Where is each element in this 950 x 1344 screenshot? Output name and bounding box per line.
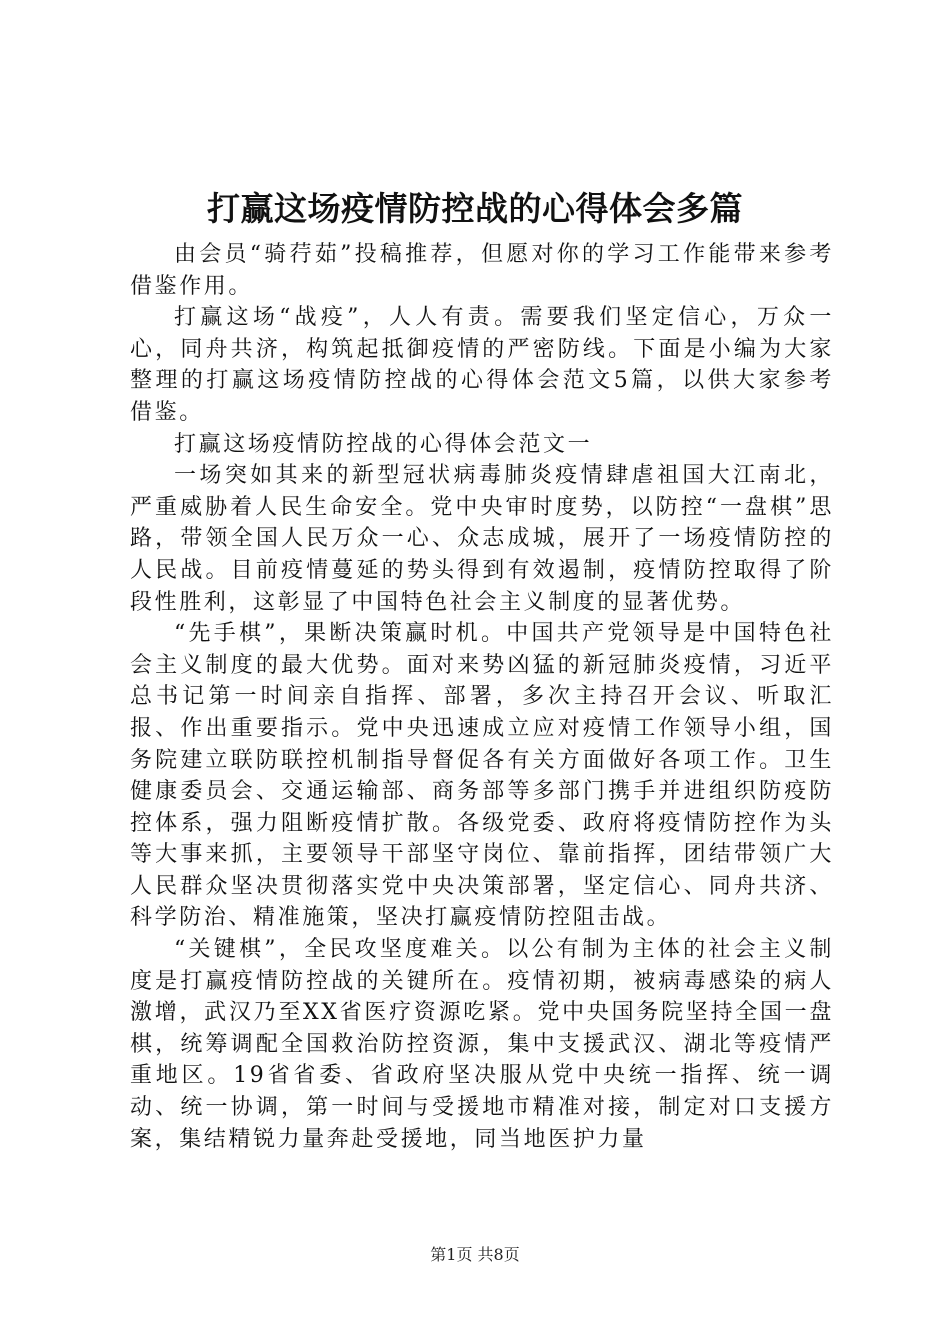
paragraph-preface: 打赢这场“战疫”，人人有责。需要我们坚定信心，万众一心，同舟共济，构筑起抵御疫情的严密防线。下面是小编为大家整理的打赢这场疫情防控战的心得体会范文5篇，以供大家参考借鉴。 [130, 305, 834, 425]
paragraph-intro: 由会员“骑荇茹”投稿推荐，但愿对你的学习工作能带来参考借鉴作用。 [130, 242, 834, 299]
page-footer: 第1页 共8页 [430, 1245, 520, 1264]
paragraph-body-3: “关键棋”，全民攻坚度难关。以公有制为主体的社会主义制度是打赢疫情防控战的关键所在。疫情初期，被病毒感染的病人激增，武汉乃至XX省医疗资源吃紧。党中央国务院坚持全国一盘棋，统筹调配全国救治防控资源，集中支援武汉、湖北等疫情严重地区。19省省委、省政府坚决服从党中央统一指挥、统一调动、统一协调，第一时间与受援地市精准对接，制定对口支援方案，集结精锐力量奔赴受援地，同当地医护力量 [130, 937, 834, 1152]
section-heading: 打赢这场疫情防控战的心得体会范文一 [174, 431, 593, 457]
paragraph-body-2: “先手棋”，果断决策赢时机。中国共产党领导是中国特色社会主义制度的最大优势。面对来势凶猛的新冠肺炎疫情，习近平总书记第一时间亲自指挥、部署，多次主持召开会议、听取汇报、作出重要指示。党中央迅速成立应对疫情工作领导小组，国务院建立联防联控机制指导督促各有关方面做好各项工作。卫生健康委员会、交通运输部、商务部等多部门携手并进组织防疫防控体系，强力阻断疫情扩散。各级党委、政府将疫情防控作为头等大事来抓，主要领导干部坚守岗位、靠前指挥，团结带领广大人民群众坚决贯彻落实党中央决策部署，坚定信心、同舟共济、科学防治、精准施策，坚决打赢疫情防控阻击战。 [130, 621, 834, 931]
document-title: 打赢这场疫情防控战的心得体会多篇 [207, 189, 743, 228]
document-body [130, 239, 834, 1155]
paragraph-body-1: 一场突如其来的新型冠状病毒肺炎疫情肆虐祖国大江南北，严重威胁着人民生命安全。党中央审时度势，以防控“一盘棋”思路，带领全国人民万众一心、众志成城，展开了一场疫情防控的人民战。目前疫情蔓延的势头得到有效遏制，疫情防控取得了阶段性胜利，这彰显了中国特色社会主义制度的显著优势。 [130, 463, 834, 615]
